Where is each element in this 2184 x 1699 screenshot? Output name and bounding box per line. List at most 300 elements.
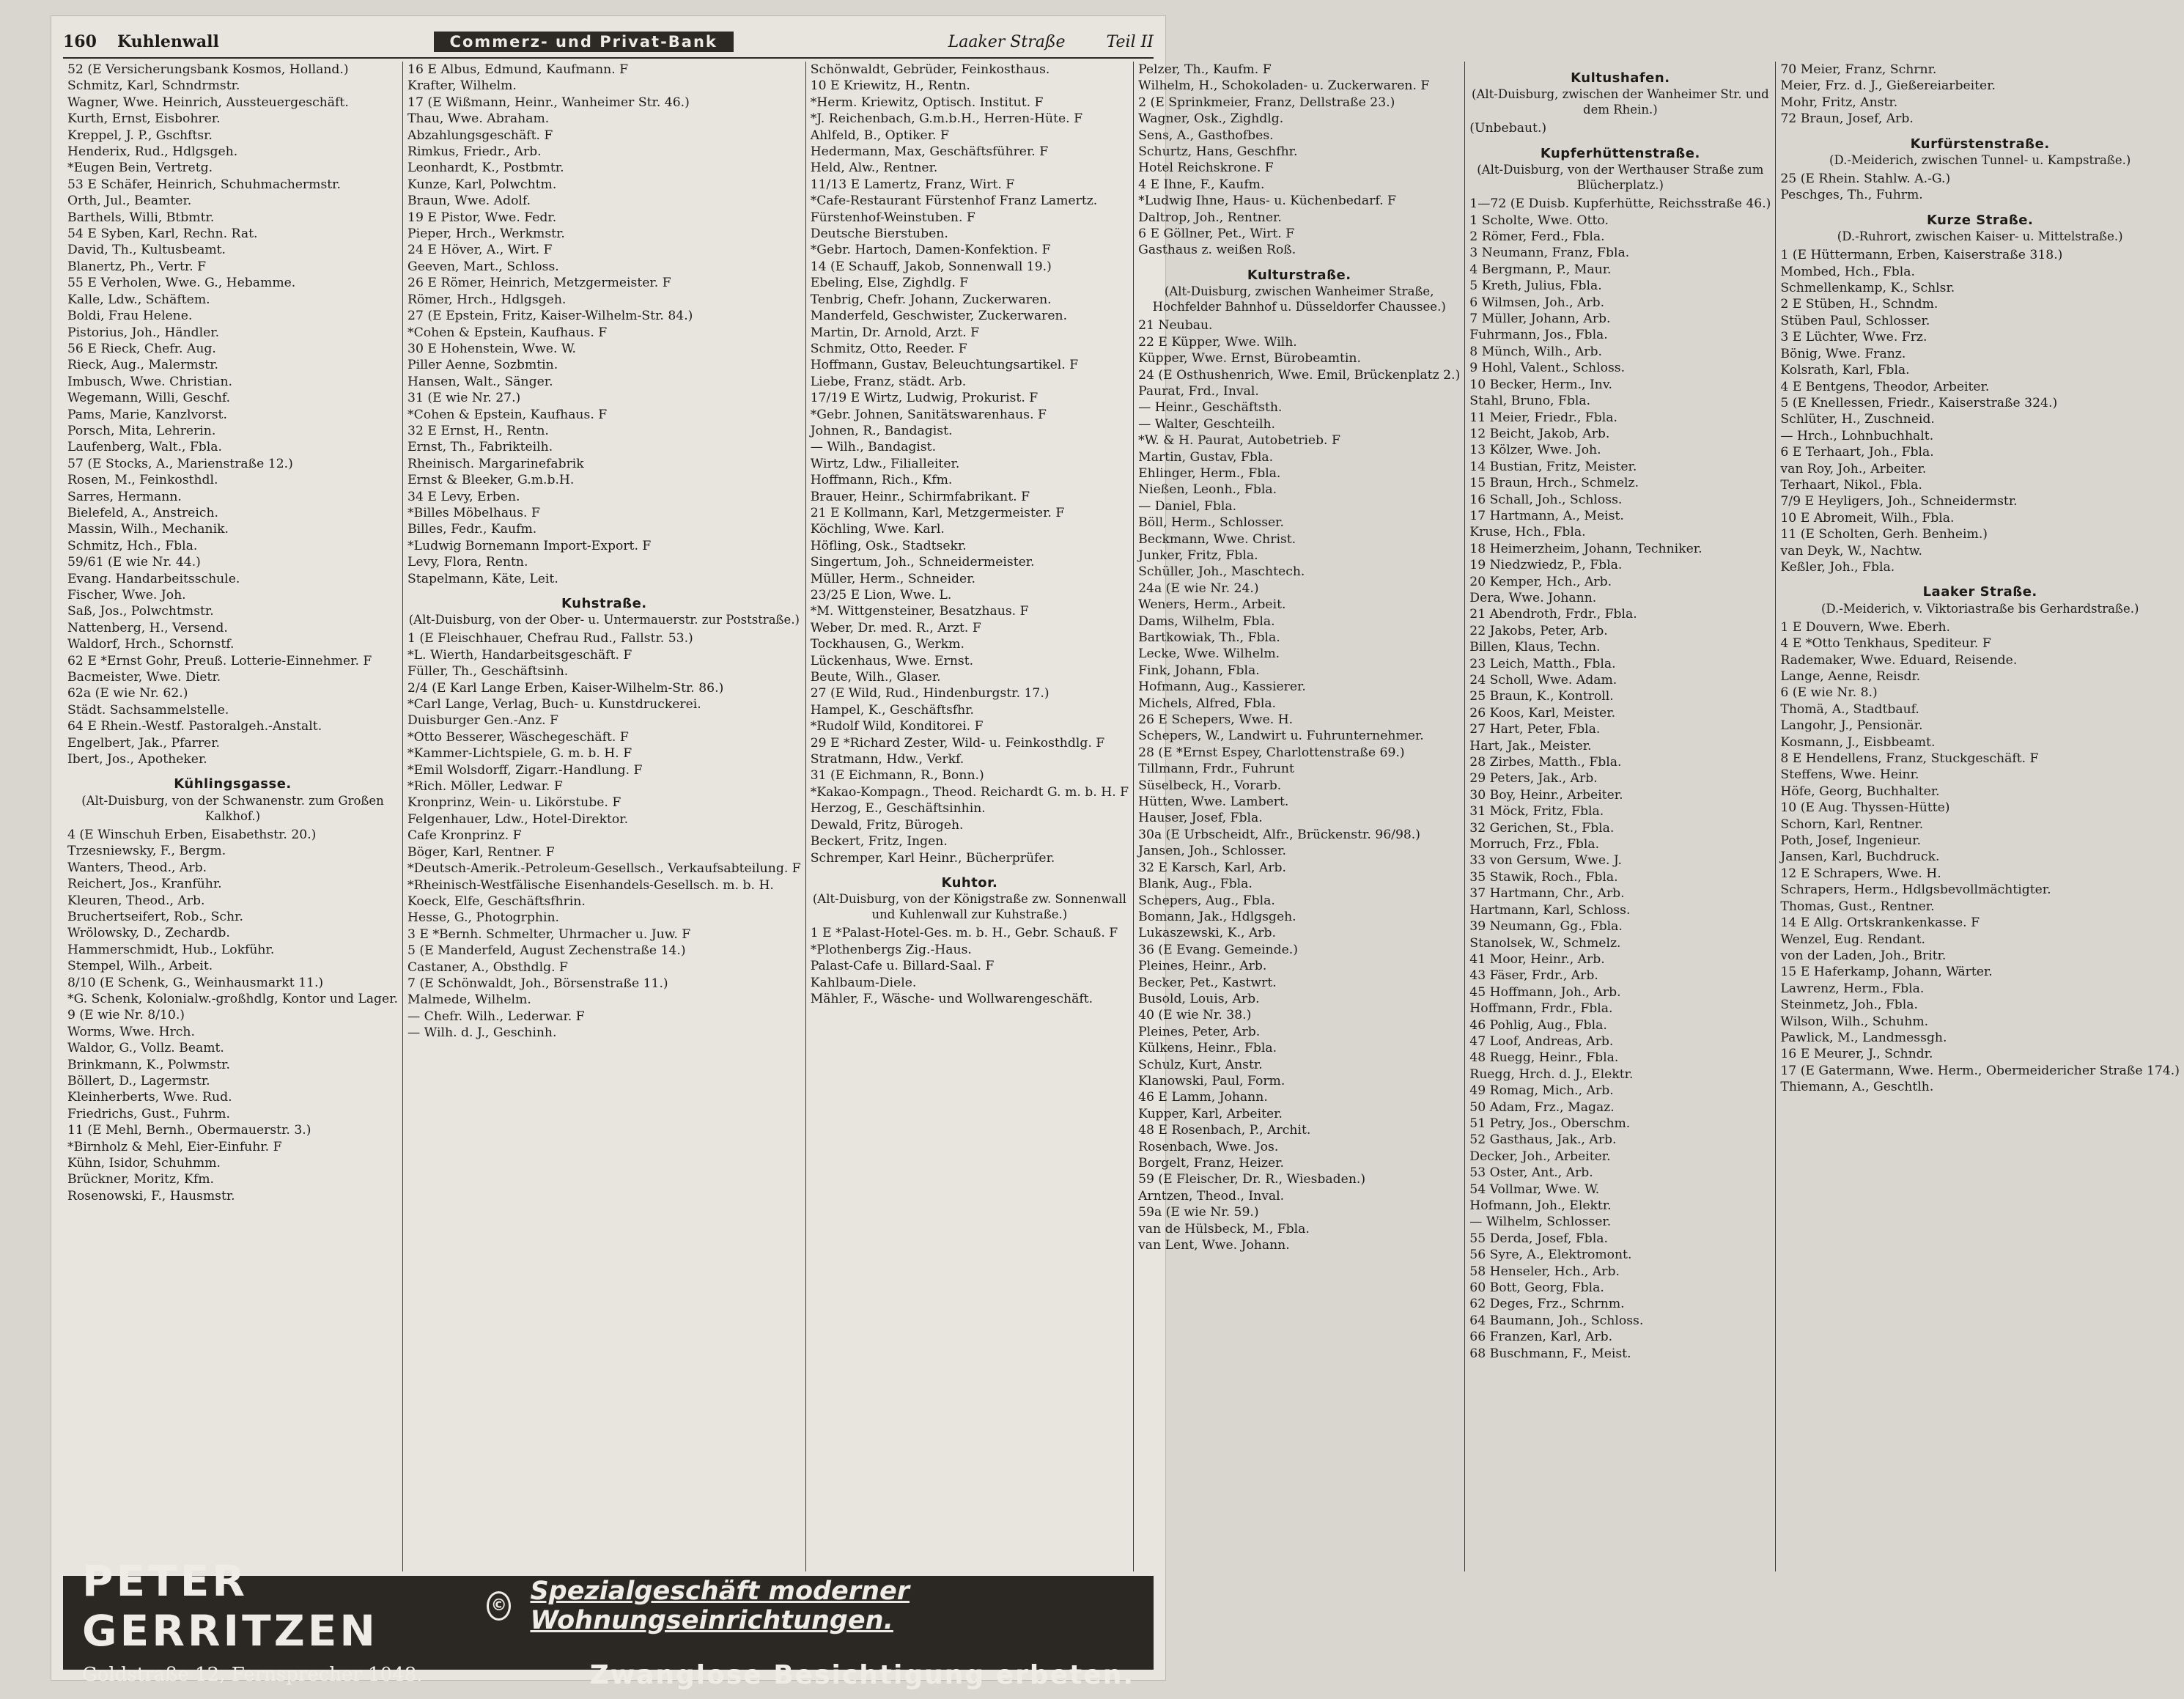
directory-entry: 20 Kemper, Hch., Arb.: [1469, 574, 1612, 589]
directory-entry: Schulz, Kurt, Anstr.: [1138, 1057, 1263, 1072]
directory-entry: 37 Hartmann, Chr., Arb.: [1469, 886, 1625, 902]
directory-entry: Engelbert, Jak., Pfarrer.: [67, 735, 221, 751]
directory-entry: Kunze, Karl, Polwchtm.: [407, 177, 557, 192]
directory-entry: Martin, Gustav, Fbla.: [1138, 449, 1274, 465]
directory-entry: 4 E Bentgens, Theodor, Arbeiter.: [1780, 379, 1990, 394]
street-description: (Alt-Duisburg, von der Werthauser Straße zum Blücherplatz.): [1477, 163, 1764, 193]
street-description: (Alt-Duisburg, von der Königstraße zw. Sonnenwall und Kuhlenwall zur Kuhstraße.): [812, 892, 1126, 922]
directory-entry: Stapelmann, Käte, Leit.: [407, 571, 558, 586]
directory-entry: Ehlinger, Herm., Fbla.: [1138, 465, 1281, 481]
directory-entry: Weners, Herm., Arbeit.: [1138, 597, 1286, 613]
directory-entry: *Gebr. Johnen, Sanitätswarenhaus. F: [810, 407, 1047, 422]
directory-entry: Fürstenhof-Weinstuben. F: [810, 210, 975, 225]
street-heading: Kultushafen.: [1571, 70, 1670, 86]
directory-entry: 33 von Gersum, Wwe. J.: [1469, 853, 1622, 869]
directory-entry: Lawrenz, Herm., Fbla.: [1780, 981, 1925, 996]
directory-entry: — Heinr., Geschäftsth.: [1138, 400, 1283, 416]
directory-entry: 11 (E Mehl, Bernh., Obermauerstr. 3.): [67, 1123, 311, 1138]
directory-entry: 10 (E Aug. Thyssen-Hütte): [1780, 800, 1950, 816]
directory-entry: 21 E Kollmann, Karl, Metzgermeister. F: [810, 505, 1065, 520]
directory-entry: Terhaart, Nikol., Fbla.: [1780, 477, 1922, 493]
directory-entry: Steinmetz, Joh., Fbla.: [1780, 998, 1918, 1013]
directory-entry: Hofmann, Aug., Kassierer.: [1138, 679, 1306, 695]
directory-entry: 21 Abendroth, Frdr., Fbla.: [1469, 607, 1637, 622]
directory-entry: 40 (E wie Nr. 38.): [1138, 1008, 1252, 1023]
directory-entry: 30a (E Urbscheidt, Alfr., Brückenstr. 96/98.): [1138, 827, 1420, 842]
directory-entry: 11 Meier, Friedr., Fbla.: [1469, 410, 1617, 425]
directory-entry: Kupper, Karl, Arbeiter.: [1138, 1106, 1283, 1121]
directory-entry: 16 Schall, Joh., Schloss.: [1469, 492, 1623, 507]
directory-entry: Süselbeck, H., Vorarb.: [1138, 778, 1282, 793]
directory-entry: 57 (E Stocks, A., Marienstraße 12.): [67, 456, 293, 471]
directory-entry: — Chefr. Wilh., Lederwar. F: [407, 1009, 585, 1024]
directory-entry: Johnen, R., Bandagist.: [810, 423, 953, 438]
directory-entry: Imbusch, Wwe. Christian.: [67, 374, 233, 389]
directory-entry: Böllert, D., Lagermstr.: [67, 1073, 210, 1088]
directory-entry: Ernst & Bleeker, G.m.b.H.: [407, 473, 575, 488]
directory-entry: 49 Romag, Mich., Arb.: [1469, 1083, 1614, 1099]
directory-entry: 56 Syre, A., Elektromont.: [1469, 1247, 1632, 1263]
street-heading: Kulturstraße.: [1247, 267, 1351, 283]
directory-entry: Bielefeld, A., Anstreich.: [67, 505, 218, 520]
directory-entry: Wagner, Wwe. Heinrich, Aussteuergeschäft.: [67, 95, 349, 110]
directory-entry: Meier, Frz. d. J., Gießereiarbeiter.: [1780, 78, 1996, 94]
directory-entry: Liebe, Franz, städt. Arb.: [810, 374, 967, 389]
directory-column: [403, 62, 806, 1571]
directory-entry: Worms, Wwe. Hrch.: [67, 1024, 195, 1039]
directory-entry: 48 Ruegg, Heinr., Fbla.: [1469, 1050, 1619, 1066]
directory-entry: Billes, Fedr., Kaufm.: [407, 522, 537, 537]
directory-entry: 14 Bustian, Fritz, Meister.: [1469, 459, 1637, 474]
directory-entry: Wrölowsky, D., Zechardb.: [67, 926, 230, 941]
directory-entry: Schremper, Karl Heinr., Bücherprüfer.: [810, 850, 1055, 866]
directory-entry: 51 Petry, Jos., Oberschm.: [1469, 1116, 1631, 1131]
directory-entry: Trzesniewsky, F., Bergm.: [67, 844, 226, 859]
directory-entry: *Otto Besserer, Wäschegeschäft. F: [407, 729, 629, 745]
directory-entry: Pams, Marie, Kanzlvorst.: [67, 407, 227, 422]
street-heading: Kupferhüttenstraße.: [1540, 145, 1700, 161]
directory-entry: 64 Baumann, Joh., Schloss.: [1469, 1313, 1644, 1328]
directory-entry: Decker, Joh., Arbeiter.: [1469, 1149, 1611, 1164]
directory-entry: Schlüter, H., Zuschneid.: [1780, 412, 1935, 427]
directory-entry: 30 Boy, Heinr., Arbeiter.: [1469, 787, 1623, 803]
directory-entry: 23 Leich, Matth., Fbla.: [1469, 656, 1616, 671]
directory-entry: 55 Derda, Josef, Fbla.: [1469, 1231, 1609, 1246]
directory-entry: 15 Braun, Hrch., Schmelz.: [1469, 476, 1639, 491]
directory-entry: 12 Beicht, Jakob, Arb.: [1469, 426, 1610, 441]
directory-entry: 6 E Terhaart, Joh., Fbla.: [1780, 445, 1934, 460]
directory-entry: 59a (E wie Nr. 59.): [1138, 1205, 1259, 1220]
directory-entry: Steffens, Wwe. Heinr.: [1780, 767, 1919, 783]
directory-entry: *Gebr. Hartoch, Damen-Konfektion. F: [810, 243, 1051, 258]
directory-entry: Michels, Alfred, Fbla.: [1138, 696, 1277, 711]
directory-entry: Jansen, Karl, Buchdruck.: [1780, 850, 1940, 865]
directory-entry: van de Hülsbeck, M., Fbla.: [1138, 1221, 1310, 1237]
directory-entry: Kronprinz, Wein- u. Likörstube. F: [407, 795, 621, 811]
directory-entry: 11 (E Scholten, Gerh. Benheim.): [1780, 527, 1988, 542]
directory-entry: 48 E Rosenbach, P., Archit.: [1138, 1123, 1311, 1138]
directory-entry: Waldorf, Hrch., Schornstf.: [67, 637, 235, 652]
directory-entry: 22 Jakobs, Peter, Arb.: [1469, 623, 1608, 638]
directory-entry: Rieck, Aug., Malermstr.: [67, 358, 218, 373]
directory-entry: Laufenberg, Walt., Fbla.: [67, 440, 222, 455]
directory-entry: Daltrop, Joh., Rentner.: [1138, 210, 1282, 225]
directory-entry: Beckert, Fritz, Ingen.: [810, 834, 948, 850]
directory-entry: 5 (E Manderfeld, August Zechenstraße 14.): [407, 943, 686, 959]
directory-entry: Schmitz, Karl, Schndrmstr.: [67, 78, 240, 94]
directory-entry: 58 Henseler, Hch., Arb.: [1469, 1264, 1620, 1279]
directory-entry: *Rich. Möller, Ledwar. F: [407, 779, 563, 795]
directory-entry: Castaner, A., Obsthdlg. F: [407, 959, 568, 975]
directory-entry: Herzog, E., Geschäftsinhin.: [810, 801, 986, 817]
directory-entry: — Daniel, Fbla.: [1138, 498, 1237, 514]
directory-entry: Martin, Dr. Arnold, Arzt. F: [810, 325, 980, 340]
directory-entry: Schorn, Karl, Rentner.: [1780, 817, 1924, 832]
directory-entry: Keßler, Joh., Fbla.: [1780, 559, 1895, 575]
directory-entry: Waldor, G., Vollz. Beamt.: [67, 1041, 224, 1056]
directory-entry: van Lent, Wwe. Johann.: [1138, 1238, 1290, 1253]
street-heading: Kühlingsgasse.: [174, 776, 292, 792]
directory-entry: Busold, Louis, Arb.: [1138, 991, 1260, 1006]
directory-entry: Rimkus, Friedr., Arb.: [407, 144, 542, 160]
running-head-right: Laaker Straße: [948, 32, 1066, 51]
street-heading: Kurfürstenstraße.: [1910, 136, 2050, 152]
street-description: (D.-Ruhrort, zwischen Kaiser- u. Mittelstraße.): [1837, 229, 2123, 244]
directory-entry: Stüben Paul, Schlosser.: [1780, 313, 1930, 328]
directory-entry: *Deutsch-Amerik.-Petroleum-Gesellsch., Verkaufsabteilung. F: [407, 861, 801, 877]
directory-entry: 47 Loof, Andreas, Arb.: [1469, 1033, 1614, 1049]
directory-entry: Mombed, Hch., Fbla.: [1780, 264, 1915, 279]
ad-tagline: Spezialgeschäft moderner Wohnungseinrichtungen.: [530, 1576, 910, 1635]
directory-entry: Leonhardt, K., Postbmtr.: [407, 161, 564, 176]
directory-entry: Kleinherberts, Wwe. Rud.: [67, 1090, 232, 1105]
directory-entry: 2/4 (E Karl Lange Erben, Kaiser-Wilhelm-Str. 86.): [407, 680, 724, 696]
directory-entry: 1 (E Hüttermann, Erben, Kaiserstraße 318.): [1780, 248, 2063, 263]
directory-entry: 10 E Abromeit, Wilh., Fbla.: [1780, 510, 1955, 526]
directory-entry: 29 E *Richard Zester, Wild- u. Feinkosthdlg. F: [810, 735, 1105, 751]
directory-entry: — Wilh., Bandagist.: [810, 440, 937, 455]
directory-entry: Kalle, Ldw., Schäftem.: [67, 292, 210, 307]
directory-entry: Singertum, Joh., Schneidermeister.: [810, 555, 1035, 570]
directory-entry: Kahlbaum-Diele.: [810, 975, 917, 990]
directory-entry: Stratmann, Hdw., Verkf.: [810, 752, 964, 767]
directory-entry: 43 Fäser, Frdr., Arb.: [1469, 968, 1598, 984]
directory-entry: Hampel, K., Geschäftsfhr.: [810, 702, 975, 718]
page-header: [63, 26, 1154, 59]
directory-entry: Ibert, Jos., Apotheker.: [67, 752, 207, 767]
directory-entry: 7 (E Schönwaldt, Joh., Börsenstraße 11.): [407, 976, 668, 991]
directory-entry: *Plothenbergs Zig.-Haus.: [810, 942, 972, 957]
directory-entry: 24 (E Osthushenrich, Wwe. Emil, Brückenplatz 2.): [1138, 367, 1461, 383]
directory-entry: Thomas, Gust., Rentner.: [1780, 899, 1935, 914]
directory-entry: Kleuren, Theod., Arb.: [67, 893, 205, 908]
directory-entry: Hofmann, Joh., Elektr.: [1469, 1198, 1612, 1213]
directory-entry: 66 Franzen, Karl, Arb.: [1469, 1330, 1613, 1345]
directory-entry: 9 Hohl, Valent., Schloss.: [1469, 361, 1626, 376]
directory-entry: Ahlfeld, B., Optiker. F: [810, 128, 949, 143]
street-description: (Alt-Duisburg, zwischen Wanheimer Straße, Hochfelder Bahnhof u. Düsseldorfer Chaussee.): [1152, 284, 1446, 314]
directory-entry: Friedrichs, Gust., Fuhrm.: [67, 1106, 230, 1121]
directory-entry: Sens, A., Gasthofbes.: [1138, 128, 1274, 143]
directory-entry: 31 (E wie Nr. 27.): [407, 391, 521, 406]
directory-entry: — Wilhelm, Schlosser.: [1469, 1215, 1612, 1230]
directory-entry: Lukaszewski, K., Arb.: [1138, 926, 1276, 941]
directory-entry: 17/19 E Wirtz, Ludwig, Prokurist. F: [810, 391, 1038, 406]
directory-entry: 31 Möck, Fritz, Fbla.: [1469, 804, 1604, 819]
directory-entry: 7/9 E Heyligers, Joh., Schneidermstr.: [1780, 494, 2018, 509]
directory-entry: Saß, Jos., Polwchtmstr.: [67, 604, 214, 619]
directory-entry: Müller, Herm., Schneider.: [810, 571, 976, 586]
bank-banner: Commerz- und Privat-Bank: [434, 32, 734, 52]
directory-entry: Köchling, Wwe. Karl.: [810, 522, 945, 537]
directory-entry: Brückner, Moritz, Kfm.: [67, 1172, 214, 1187]
directory-entry: 56 E Rieck, Chefr. Aug.: [67, 341, 216, 356]
directory-entry: Lange, Aenne, Reisdr.: [1780, 669, 1921, 684]
directory-entry: 17 Hartmann, A., Meist.: [1469, 508, 1624, 523]
directory-entry: Rosenbach, Wwe. Jos.: [1138, 1139, 1279, 1154]
directory-entry: van Roy, Joh., Arbeiter.: [1780, 461, 1927, 476]
directory-entry: 3 Neumann, Franz, Fbla.: [1469, 246, 1630, 261]
directory-entry: Hedermann, Max, Geschäftsführer. F: [810, 144, 1049, 160]
directory-entry: Hoffmann, Rich., Kfm.: [810, 473, 953, 488]
directory-entry: Langohr, J., Pensionär.: [1780, 718, 1923, 734]
directory-entry: von der Laden, Joh., Britr.: [1780, 948, 1947, 963]
directory-entry: Hoffmann, Gustav, Beleuchtungsartikel. F: [810, 358, 1079, 373]
directory-column: [1465, 62, 1776, 1571]
directory-entry: Nattenberg, H., Versend.: [67, 620, 228, 635]
directory-entry: Arntzen, Theod., Inval.: [1138, 1188, 1285, 1204]
directory-entry: Lückenhaus, Wwe. Ernst.: [810, 653, 974, 668]
street-heading: Kuhstraße.: [561, 596, 647, 611]
directory-entry: Külkens, Heinr., Fbla.: [1138, 1041, 1277, 1056]
directory-entry: 9 (E wie Nr. 8/10.): [67, 1008, 185, 1023]
directory-entry: Pleines, Heinr., Arb.: [1138, 959, 1267, 974]
directory-entry: 29 Peters, Jak., Arb.: [1469, 771, 1598, 786]
directory-entry: Hauser, Josef, Fbla.: [1138, 811, 1263, 826]
directory-entry: Ernst, Th., Fabrikteilh.: [407, 440, 553, 455]
directory-entry: 50 Adam, Frz., Magaz.: [1469, 1099, 1615, 1115]
directory-entry: 5 (E Knellessen, Friedr., Kaiserstraße 324.): [1780, 395, 2058, 410]
directory-entry: van Deyk, W., Nachtw.: [1780, 543, 1922, 559]
directory-entry: Pawlick, M., Landmessgh.: [1780, 1030, 1947, 1045]
directory-entry: *W. & H. Paurat, Autobetrieb. F: [1138, 433, 1340, 449]
directory-entry: 8/10 (E Schenk, G., Weinhausmarkt 11.): [67, 975, 324, 990]
ad-address: Goldstraße 12, Fernsprecher 1048.: [82, 1664, 423, 1686]
street-heading: Laaker Straße.: [1922, 584, 2037, 600]
directory-entry: Junker, Fritz, Fbla.: [1138, 548, 1258, 563]
directory-entry: *Ludwig Bornemann Import-Export. F: [407, 538, 652, 553]
directory-entry: 24 Scholl, Wwe. Adam.: [1469, 673, 1617, 688]
directory-entry: Reichert, Jos., Kranführ.: [67, 877, 222, 892]
directory-entry: Stempel, Wilh., Arbeit.: [67, 959, 213, 974]
directory-page: [51, 16, 2180, 1690]
directory-entry: 4 E Ihne, F., Kaufm.: [1138, 177, 1265, 192]
directory-entry: 36 (E Evang. Gemeinde.): [1138, 942, 1298, 957]
directory-entry: Tockhausen, G., Werkm.: [810, 637, 964, 652]
directory-entry: Jansen, Joh., Schlosser.: [1138, 844, 1286, 859]
directory-entry: Küpper, Wwe. Ernst, Bürobeamtin.: [1138, 351, 1361, 366]
directory-entry: Stahl, Bruno, Fbla.: [1469, 394, 1591, 409]
directory-entry: Gasthaus z. weißen Roß.: [1138, 243, 1296, 258]
directory-entry: 4 Bergmann, P., Maur.: [1469, 262, 1612, 277]
directory-entry: 54 Vollmar, Wwe. W.: [1469, 1182, 1600, 1197]
directory-entry: Füller, Th., Geschäftsinh.: [407, 664, 569, 679]
directory-entry: 53 Oster, Ant., Arb.: [1469, 1165, 1593, 1181]
directory-entry: *Herm. Kriewitz, Optisch. Institut. F: [810, 95, 1044, 110]
directory-entry: Mohr, Fritz, Anstr.: [1780, 95, 1898, 110]
street-description: (Alt-Duisburg, von der Ober- u. Untermauerstr. zur Poststraße.): [408, 613, 800, 627]
directory-entry: Braun, Wwe. Adolf.: [407, 194, 531, 209]
directory-entry: 60 Bott, Georg, Fbla.: [1469, 1280, 1604, 1296]
directory-entry: Poth, Josef, Ingenieur.: [1780, 833, 1922, 849]
directory-entry: Piller Aenne, Sozbmtin.: [407, 358, 558, 373]
directory-entry: *Birnholz & Mehl, Eier-Einfuhr. F: [67, 1139, 282, 1154]
directory-entry: Hart, Jak., Meister.: [1469, 738, 1592, 753]
directory-entry: Höfling, Osk., Stadtsekr.: [810, 538, 967, 553]
directory-entry: Hotel Reichskrone. F: [1138, 161, 1274, 176]
copyright-icon: ©: [487, 1591, 511, 1621]
directory-entry: 52 (E Versicherungsbank Kosmos, Holland.): [67, 62, 349, 77]
directory-entry: Blanertz, Ph., Vertr. F: [67, 259, 207, 274]
directory-entry: Kurth, Ernst, Eisbohrer.: [67, 111, 221, 127]
directory-entry: 14 (E Schauff, Jakob, Sonnenwall 19.): [810, 259, 1052, 274]
directory-entry: Sarres, Hermann.: [67, 489, 182, 504]
directory-entry: Wilhelm, H., Schokoladen- u. Zuckerwaren. F: [1138, 78, 1430, 94]
directory-entry: Cafe Kronprinz. F: [407, 828, 522, 844]
directory-entry: *Kakao-Kompagn., Theod. Reichardt G. m. b. H. F: [810, 784, 1129, 800]
directory-entry: 22 E Küpper, Wwe. Wilh.: [1138, 334, 1297, 350]
directory-entry: *Carl Lange, Verlag, Buch- u. Kunstdruckerei.: [407, 697, 701, 712]
directory-entry: Dams, Wilhelm, Fbla.: [1138, 613, 1275, 629]
directory-entry: 19 Niedzwiedz, P., Fbla.: [1469, 558, 1623, 573]
directory-entry: 11/13 E Lamertz, Franz, Wirt. F: [810, 177, 1015, 192]
directory-entry: Peschges, Th., Fuhrm.: [1780, 188, 1923, 203]
directory-entry: Bönig, Wwe. Franz.: [1780, 346, 1906, 361]
directory-entry: 70 Meier, Franz, Schrnr.: [1780, 62, 1937, 77]
directory-entry: Schüller, Joh., Maschtech.: [1138, 564, 1305, 580]
directory-entry: Bacmeister, Wwe. Dietr.: [67, 670, 221, 685]
directory-entry: 3 E *Bernh. Schmelter, Uhrmacher u. Juw. F: [407, 926, 691, 942]
directory-entry: Manderfeld, Geschwister, Zuckerwaren.: [810, 309, 1068, 324]
directory-entry: 72 Braun, Josef, Arb.: [1780, 111, 1914, 127]
directory-entry: Krafter, Wilhelm.: [407, 78, 517, 94]
directory-entry: *Billes Möbelhaus. F: [407, 505, 540, 520]
directory-entry: *G. Schenk, Kolonialw.-großhdlg, Kontor und Lager.: [67, 991, 399, 1006]
directory-columns: [63, 62, 2180, 1571]
directory-entry: 35 Stawik, Roch., Fbla.: [1469, 869, 1618, 885]
directory-entry: 15 E Haferkamp, Johann, Wärter.: [1780, 965, 1993, 980]
directory-entry: *Eugen Bein, Vertretg.: [67, 161, 213, 176]
directory-entry: 4 (E Winschuh Erben, Eisabethstr. 20.): [67, 827, 317, 842]
directory-column: [1134, 62, 1465, 1571]
directory-entry: 26 E Römer, Heinrich, Metzgermeister. F: [407, 276, 671, 291]
ad-visit-note: Zwanglose Besichtigung erbeten.: [589, 1659, 1135, 1690]
directory-entry: Fink, Johann, Fbla.: [1138, 663, 1260, 678]
directory-entry: *M. Wittgensteiner, Besatzhaus. F: [810, 604, 1029, 619]
directory-entry: Billen, Klaus, Techn.: [1469, 640, 1601, 655]
directory-entry: 2 (E Sprinkmeier, Franz, Dellstraße 23.): [1138, 95, 1395, 110]
directory-entry: *Rheinisch-Westfälische Eisenhandels-Gesellsch. m. b. H.: [407, 877, 774, 893]
directory-entry: 1 E Douvern, Wwe. Eberh.: [1780, 619, 1951, 635]
directory-entry: 1 Scholte, Wwe. Otto.: [1469, 213, 1609, 228]
directory-entry: 27 (E Epstein, Fritz, Kaiser-Wilhelm-Str. 84.): [407, 309, 693, 324]
directory-entry: 6 (E wie Nr. 8.): [1780, 685, 1878, 701]
directory-entry: Wagner, Osk., Zighdlg.: [1138, 111, 1284, 127]
directory-entry: Brinkmann, K., Polwmstr.: [67, 1057, 230, 1072]
directory-entry: Felgenhauer, Ldw., Hotel-Direktor.: [407, 811, 629, 827]
directory-entry: Dera, Wwe. Johann.: [1469, 590, 1597, 605]
directory-entry: 16 E Meurer, J., Schndr.: [1780, 1047, 1933, 1062]
directory-entry: 1 E *Palast-Hotel-Ges. m. b. H., Gebr. Schauß. F: [810, 926, 1118, 941]
directory-entry: *Emil Wolsdorff, Zigarr.-Handlung. F: [407, 762, 643, 778]
directory-entry: Rheinisch. Margarinefabrik: [407, 456, 584, 471]
directory-entry: 59/61 (E wie Nr. 44.): [67, 555, 201, 570]
directory-entry: Levy, Flora, Rentn.: [407, 555, 528, 570]
directory-entry: Kosmann, J., Eisbbeamt.: [1780, 734, 1936, 750]
directory-entry: Hammerschmidt, Hub., Lokführ.: [67, 942, 275, 957]
directory-entry: 34 E Levy, Erben.: [407, 489, 520, 504]
directory-entry: 25 Braun, K., Kontroll.: [1469, 689, 1614, 704]
directory-entry: Wenzel, Eug. Rendant.: [1780, 932, 1925, 947]
directory-entry: Böger, Karl, Rentner. F: [407, 844, 555, 860]
directory-entry: 23/25 E Lion, Wwe. L.: [810, 588, 952, 602]
advertisement-banner: [63, 1555, 1154, 1690]
directory-entry: *Cohen & Epstein, Kaufhaus. F: [407, 325, 608, 340]
directory-entry: 59 (E Fleischer, Dr. R., Wiesbaden.): [1138, 1172, 1366, 1187]
directory-entry: Beckmann, Wwe. Christ.: [1138, 531, 1296, 547]
directory-entry: Thomä, A., Stadtbauf.: [1780, 701, 1919, 717]
directory-entry: Hesse, G., Photogrphin.: [407, 910, 559, 926]
directory-entry: Hütten, Wwe. Lambert.: [1138, 795, 1289, 810]
directory-entry: Duisburger Gen.-Anz. F: [407, 713, 558, 729]
directory-entry: 41 Moor, Heinr., Arb.: [1469, 951, 1605, 967]
directory-entry: Orth, Jul., Beamter.: [67, 194, 192, 209]
directory-entry: Porsch, Mita, Lehrerin.: [67, 423, 216, 438]
directory-entry: 30 E Hohenstein, Wwe. W.: [407, 341, 577, 356]
directory-entry: 6 E Göllner, Pet., Wirt. F: [1138, 226, 1295, 242]
directory-entry: 32 E Karsch, Karl, Arb.: [1138, 860, 1287, 875]
directory-entry: Fischer, Wwe. Joh.: [67, 588, 186, 602]
directory-entry: *Rudolf Wild, Konditorei. F: [810, 719, 984, 734]
directory-entry: Schmitz, Otto, Reeder. F: [810, 341, 967, 356]
directory-entry: Kühn, Isidor, Schuhmm.: [67, 1156, 221, 1171]
directory-entry: Schmellenkamp, K., Schlsr.: [1780, 281, 1955, 296]
directory-entry: Klanowski, Paul, Form.: [1138, 1073, 1285, 1088]
directory-entry: Kreppel, J. P., Gschftsr.: [67, 128, 213, 143]
directory-entry: — Wilh. d. J., Geschinh.: [407, 1025, 557, 1041]
directory-entry: 3 E Lüchter, Wwe. Frz.: [1780, 330, 1927, 345]
directory-entry: 19 E Pistor, Wwe. Fedr.: [407, 210, 557, 225]
street-description: (Alt-Duisburg, von der Schwanenstr. zum Großen Kalkhof.): [81, 793, 384, 823]
directory-entry: 62 Deges, Frz., Schrnm.: [1469, 1297, 1625, 1312]
part-label: Teil II: [1106, 32, 1154, 51]
directory-entry: (Unbebaut.): [1469, 121, 1547, 136]
directory-entry: Pistorius, Joh., Händler.: [67, 325, 220, 340]
directory-entry: 68 Buschmann, F., Meist.: [1469, 1346, 1631, 1361]
street-heading: Kurze Straße.: [1926, 212, 2034, 228]
directory-entry: 24a (E wie Nr. 24.): [1138, 581, 1259, 596]
directory-entry: Deutsche Bierstuben.: [810, 226, 948, 242]
directory-entry: 64 E Rhein.-Westf. Pastoralgeh.-Anstalt.: [67, 719, 322, 734]
directory-entry: 32 E Ernst, H., Rentn.: [407, 423, 549, 438]
directory-entry: Morruch, Frz., Fbla.: [1469, 837, 1600, 852]
directory-entry: 46 Pohlig, Aug., Fbla.: [1469, 1017, 1607, 1033]
directory-entry: *Cafe-Restaurant Fürstenhof Franz Lamertz.: [810, 194, 1098, 209]
page-number: 160: [63, 32, 97, 51]
directory-entry: Bomann, Jak., Hdlgsgeh.: [1138, 909, 1296, 924]
directory-entry: Becker, Pet., Kastwrt.: [1138, 975, 1277, 990]
directory-entry: 10 E Kriewitz, H., Rentn.: [810, 78, 970, 94]
